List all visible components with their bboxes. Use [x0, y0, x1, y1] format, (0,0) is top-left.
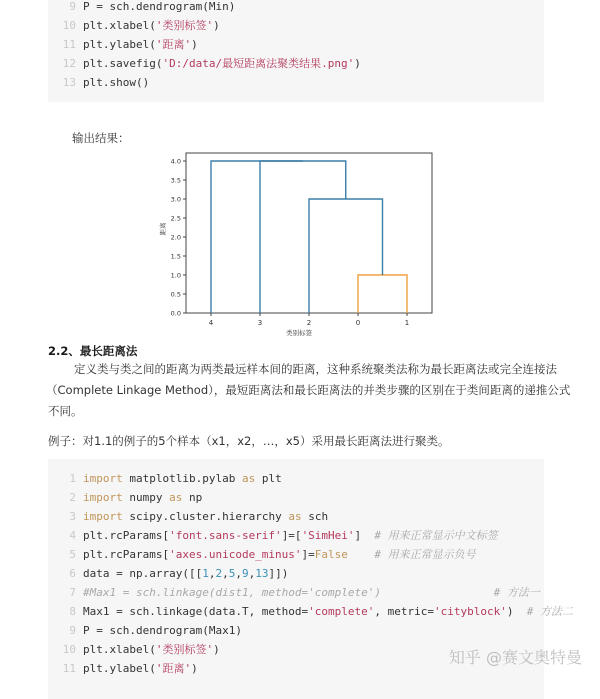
code-text: plt.xlabel('类别标签') — [83, 643, 220, 656]
code-text: plt.savefig('D:/data/最短距离法聚类结果.png') — [83, 57, 361, 70]
paragraph-line-2: （Complete Linkage Method），最短距离法和最长距离法的并类步骤的区别在于类间距离的递推公式 — [46, 383, 571, 397]
y-tick-label: 3.5 — [170, 176, 181, 185]
code-text: plt.rcParams['font.sans-serif']=['SimHei'] # 用来正常显示中文标签 — [83, 529, 498, 542]
code-text: plt.xlabel('类别标签') — [83, 19, 220, 32]
x-tick-label: 0 — [355, 319, 361, 327]
x-tick-label: 1 — [404, 319, 410, 327]
code-text: import scipy.cluster.hierarchy as sch — [83, 510, 329, 523]
code-text: P = sch.dendrogram(Min) — [83, 0, 236, 13]
y-tick-label: 4.0 — [170, 157, 181, 166]
x-axis-label: 类别标签 — [286, 329, 312, 337]
dendrogram-chart — [155, 148, 445, 338]
x-tick-label: 4 — [208, 319, 214, 327]
code-text: plt.ylabel('距离') — [83, 38, 198, 51]
line-number: 8 — [69, 605, 76, 618]
y-tick-label: 1.5 — [170, 252, 181, 261]
y-tick-label: 0.5 — [170, 290, 181, 299]
x-tick-label: 3 — [257, 319, 263, 327]
line-number: 1 — [69, 472, 76, 485]
code-text: plt.ylabel('距离') — [83, 662, 198, 675]
code-text: P = sch.dendrogram(Max1) — [83, 624, 242, 637]
line-number: 9 — [69, 624, 76, 637]
line-number: 11 — [62, 38, 76, 51]
line-number: 5 — [69, 548, 76, 561]
line-number: 11 — [62, 662, 76, 675]
line-number: 12 — [62, 57, 76, 70]
paragraph-line-1: 定义类与类之间的距离为两类最远样本间的距离，这种系统聚类法称为最长距离法或完全连接法 — [74, 362, 557, 376]
x-tick-label: 2 — [306, 319, 312, 327]
example-text: 例子：对1.1的例子的5个样本（x1，x2，…，x5）采用最长距离法进行聚类。 — [48, 434, 450, 448]
code-text: import numpy as np — [83, 491, 203, 504]
y-tick-label: 2.0 — [170, 233, 181, 242]
line-number: 7 — [69, 586, 76, 599]
code-text: #Max1 = sch.linkage(dist1, method='complete') # 方法一 — [83, 586, 540, 599]
line-number: 10 — [62, 19, 76, 32]
line-number: 13 — [62, 76, 76, 89]
line-number: 6 — [69, 567, 76, 580]
line-number: 10 — [62, 643, 76, 656]
section-heading: 2.2、最长距离法 — [48, 344, 138, 358]
code-block-top — [48, 0, 544, 102]
output-label: 输出结果： — [72, 131, 130, 145]
code-text: Max1 = sch.linkage(data.T, method='complete', metric='cityblock') # 方法二 — [83, 605, 573, 618]
watermark: 知乎 @赛文奥特曼 — [448, 648, 582, 667]
line-number: 4 — [69, 529, 76, 542]
line-number: 2 — [69, 491, 76, 504]
code-text: plt.show() — [83, 76, 150, 89]
code-text: data = np.array([[1,2,5,9,13]]) — [83, 567, 289, 580]
y-tick-label: 1.0 — [170, 271, 181, 280]
code-text: plt.rcParams['axes.unicode_minus']=False # 用来正常显示负号 — [83, 548, 476, 561]
code-text: import matplotlib.pylab as plt — [83, 472, 282, 485]
line-number: 9 — [69, 0, 76, 13]
y-axis-label: 距离 — [159, 222, 167, 236]
y-tick-label: 2.5 — [170, 214, 181, 223]
line-number: 3 — [69, 510, 76, 523]
paragraph-line-3: 不同。 — [48, 404, 83, 418]
y-tick-label: 0.0 — [170, 309, 181, 318]
y-tick-label: 3.0 — [170, 195, 181, 204]
